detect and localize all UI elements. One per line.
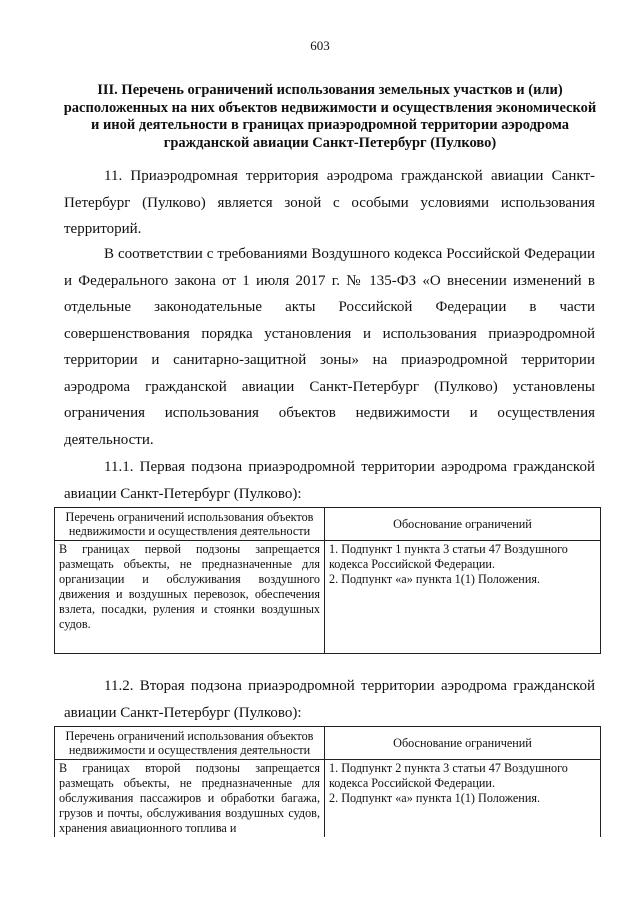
table-header-row <box>55 727 601 760</box>
subzone-2-table <box>54 726 601 837</box>
subzone-2-title: 11.2. Вторая подзона приаэродромной территории аэродрома гражданской авиации Санкт-Петербург (Пулково): <box>64 678 595 721</box>
table-row <box>55 541 601 654</box>
table-header-row <box>55 508 601 541</box>
restriction-cell <box>55 760 325 838</box>
table-row <box>55 760 601 838</box>
page-number: 603 <box>310 38 330 53</box>
subzone-1-title: 11.1. Первая подзона приаэродромной территории аэродрома гражданской авиации Санкт-Петербург (Пулково): <box>64 459 595 502</box>
table-header-justification: Обоснование ограничений <box>325 727 601 760</box>
subzone-1-table <box>54 507 601 654</box>
table-header-restrictions: Перечень ограничений использования объектов недвижимости и осуществления деятельности <box>55 508 325 541</box>
restriction-text: В границах второй подзоны запрещается размещать объекты, не предназначенные для обслуживания пассажиров и обработки багажа, грузов и почты, обслуживания воздушных судов, хранения авиационного топлива и <box>59 761 320 835</box>
justification-cell <box>325 541 601 654</box>
justification-ref-2: 2. Подпункт «а» пункта 1(1) Положения. <box>329 791 541 805</box>
justification-ref-2: 2. Подпункт «а» пункта 1(1) Положения. <box>329 572 541 586</box>
paragraph-11: 11. Приаэродромная территория аэродрома гражданской авиации Санкт-Петербург (Пулково) является зоной с особыми условиями использования территорий. <box>64 168 595 237</box>
restriction-text: В границах первой подзоны запрещается размещать объекты, не предназначенные для организации и обслуживания воздушного движения и воздушных перевозок, обеспечения взлета, посадки, руления и стоянки воздушных судов. <box>59 542 320 631</box>
justification-cell <box>325 760 601 838</box>
restriction-cell <box>55 541 325 654</box>
justification-ref-1: 1. Подпункт 2 пункта 3 статьи 47 Воздушного кодекса Российской Федерации. <box>329 761 568 790</box>
section-heading: III. Перечень ограничений использования земельных участков и (или) расположенных на них объектов недвижимости и осуществления экономической и иной деятельности в границах приаэродромной территории аэродрома гражданской авиации Санкт-Петербург (Пулково) <box>63 82 597 151</box>
table-header-restrictions: Перечень ограничений использования объектов недвижимости и осуществления деятельности <box>55 727 325 760</box>
paragraph-legal-basis: В соответствии с требованиями Воздушного кодекса Российской Федерации и Федерального закона от 1 июля 2017 г. № 135-ФЗ «О внесении изменений в отдельные законодательные акты Российской Федерации в части совершенствования порядка установления и использования приаэродромной территории и санитарно-защитной зоны» на приаэродромной территории аэродрома гражданской авиации Санкт-Петербург (Пулково) установлены ограничения использования объектов недвижимости и осуществления деятельности. <box>64 246 595 448</box>
justification-ref-1: 1. Подпункт 1 пункта 3 статьи 47 Воздушного кодекса Российской Федерации. <box>329 542 568 571</box>
table-header-justification: Обоснование ограничений <box>325 508 601 541</box>
